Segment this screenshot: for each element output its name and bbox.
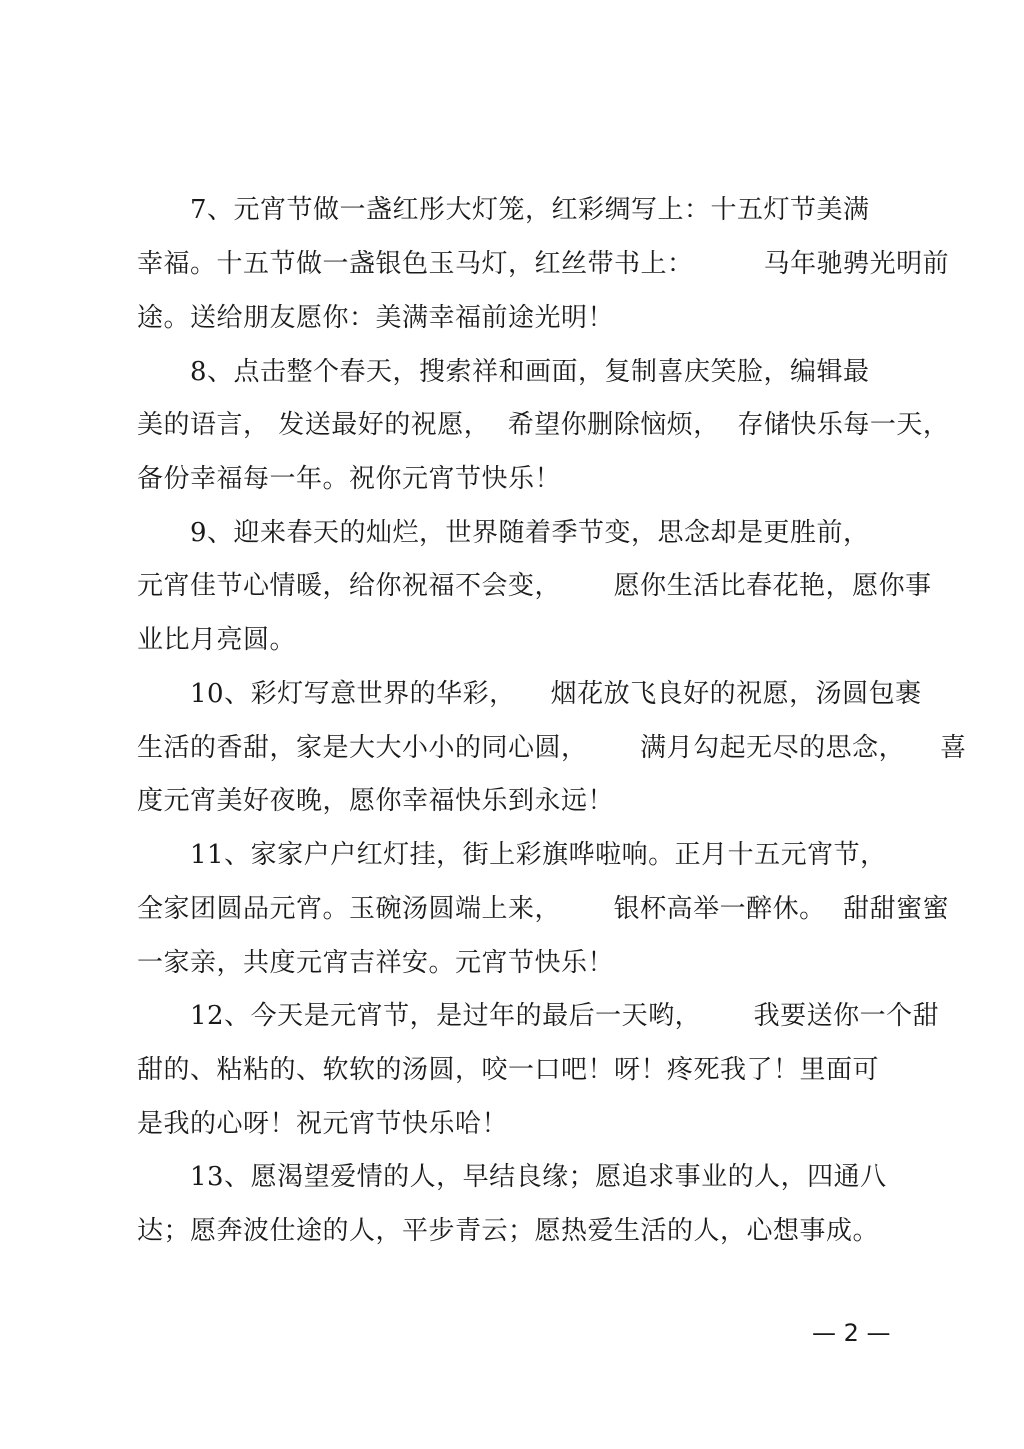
paragraph-9-line-1: 9、迎来春天的灿烂，世界随着季节变，思念却是更胜前， (190, 518, 870, 548)
paragraph-8-line-3: 备份幸福每一年。祝你元宵节快乐！ (137, 464, 562, 494)
paragraph-11-line-2: 全家团圆品元宵。玉碗汤圆端上来， 银杯高举一醉休。 甜甜蜜蜜 (137, 894, 950, 924)
paragraph-7-line-1: 7、元宵节做一盏红彤大灯笼，红彩绸写上：十五灯节美满 (190, 195, 870, 225)
paragraph-13-line-1: 13、愿渴望爱情的人，早结良缘；愿追求事业的人，四通八 (190, 1162, 887, 1192)
paragraph-11-line-3: 一家亲，共度元宵吉祥安。元宵节快乐！ (137, 948, 615, 978)
paragraph-11-line-1: 11、家家户户红灯挂，街上彩旗哗啦响。正月十五元宵节， (190, 840, 887, 870)
paragraph-9-line-2: 元宵佳节心情暖，给你祝福不会变， 愿你生活比春花艳，愿你事 (137, 571, 932, 601)
paragraph-8-line-1: 8、点击整个春天，搜索祥和画面，复制喜庆笑脸，编辑最 (190, 357, 870, 387)
paragraph-10-line-3: 度元宵美好夜晚，愿你幸福快乐到永远！ (137, 786, 615, 816)
paragraph-12-line-1: 12、今天是元宵节，是过年的最后一天哟， 我要送你一个甜 (190, 1001, 940, 1031)
paragraph-10-line-2: 生活的香甜，家是大大小小的同心圆， 满月勾起无尽的思念， 喜 (137, 733, 967, 763)
paragraph-7-line-3: 途。送给朋友愿你：美满幸福前途光明！ (137, 303, 615, 333)
paragraph-7-line-2: 幸福。十五节做一盏银色玉马灯，红丝带书上： 马年驰骋光明前 (137, 249, 950, 279)
paragraph-9-line-3: 业比月亮圆。 (137, 625, 297, 655)
page-number: — 2 — (812, 1319, 891, 1347)
paragraph-10-line-1: 10、彩灯写意世界的华彩， 烟花放飞良好的祝愿，汤圆包裹 (190, 679, 922, 709)
paragraph-13-line-2: 达；愿奔波仕途的人，平步青云；愿热爱生活的人，心想事成。 (137, 1216, 880, 1246)
paragraph-12-line-2: 甜的、粘粘的、软软的汤圆，咬一口吧！呀！疼死我了！里面可 (137, 1055, 880, 1085)
paragraph-12-line-3: 是我的心呀！祝元宵节快乐哈！ (137, 1109, 509, 1139)
paragraph-8-line-2: 美的语言， 发送最好的祝愿， 希望你删除恼烦， 存储快乐每一天， (137, 410, 950, 440)
